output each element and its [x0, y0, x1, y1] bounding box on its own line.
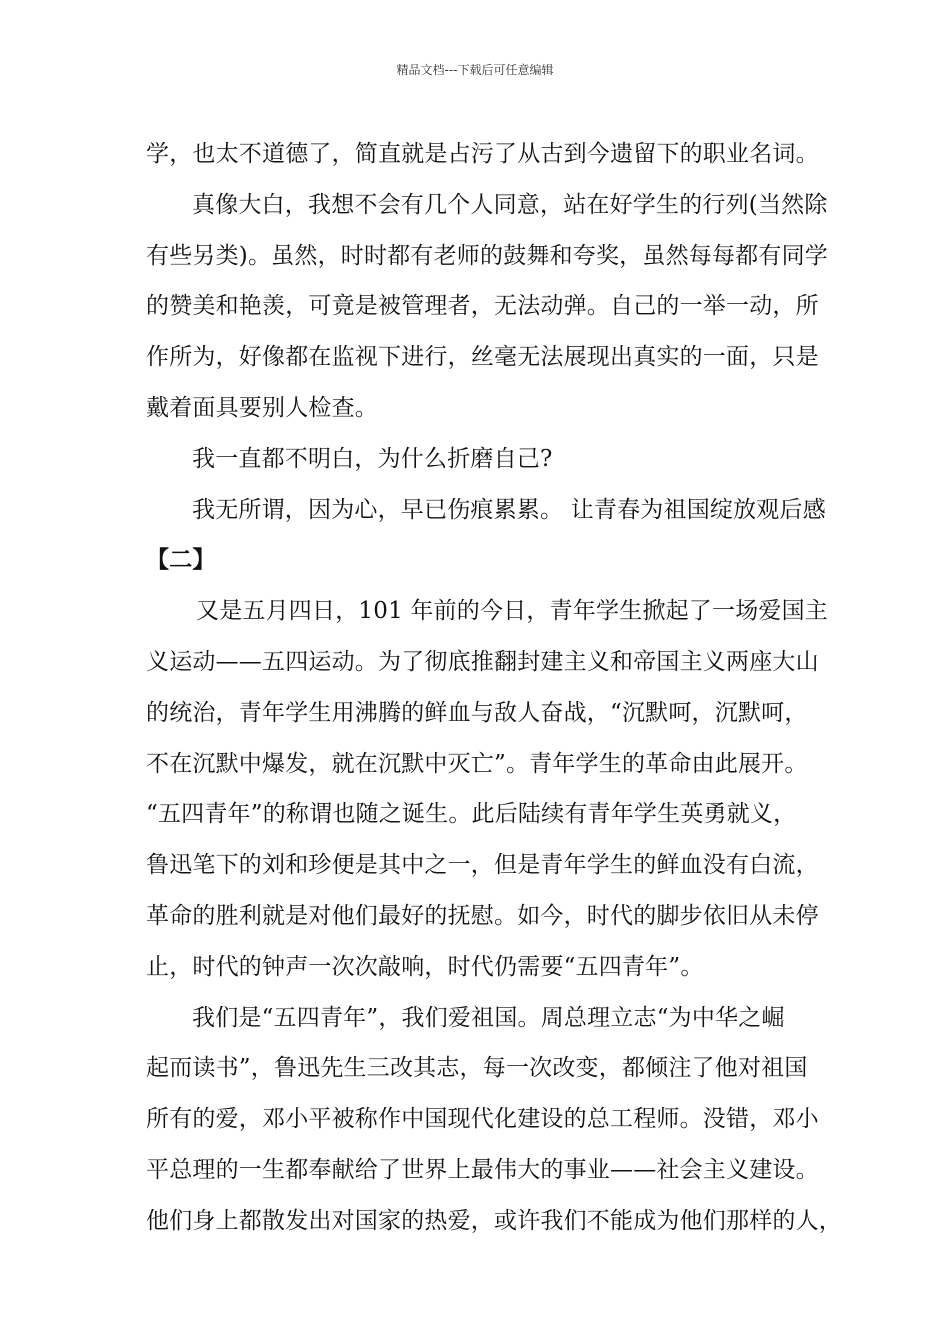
body-text: [146, 129, 842, 1247]
text-line: 作所为，好像都在监视下进行，丝毫无法展现出真实的一面，只是: [146, 344, 819, 371]
text-line: 平总理的一生都奉献给了世界上最伟大的事业——社会主义建设。: [146, 1156, 819, 1183]
text-line: “五四青年”的称谓也随之诞生。此后陆续有青年学生英勇就义，: [146, 801, 797, 828]
text-line: 有些另类)。虽然，时时都有老师的鼓舞和夸奖，虽然每每都有同学: [146, 242, 828, 269]
text-line: 戴着面具要别人检查。: [146, 394, 378, 421]
text-line: 的赞美和艳羡，可竟是被管理者，无法动弹。自己的一举一动，所: [146, 293, 819, 320]
section-heading: 【二】: [146, 546, 216, 574]
text-line: 又是五月四日，101 年前的今日，青年学生掀起了一场爱国主: [196, 598, 829, 625]
text-line: 止，时代的钟声一次次敲响，时代仍需要“五四青年”。: [146, 953, 704, 980]
text-line: 他们身上都散发出对国家的热爱，或许我们不能成为他们那样的人，: [146, 1207, 842, 1234]
text-line: 的统治，青年学生用沸腾的鲜血与敌人奋战，“沉默呵，沉默呵，: [146, 699, 808, 726]
page-header: 精品文档---下载后可任意编辑: [396, 63, 554, 77]
text-line: 我一直都不明白，为什么折磨自己?: [192, 445, 553, 472]
text-line: 革命的胜利就是对他们最好的抚慰。如今，时代的脚步依旧从未停: [146, 902, 819, 929]
text-line: 不在沉默中爆发，就在沉默中灭亡”。青年学生的革命由此展开。: [146, 750, 808, 777]
text-line: 所有的爱，邓小平被称作中国现代化建设的总工程师。没错，邓小: [146, 1106, 819, 1133]
text-line: 起而读书”，鲁迅先生三改其志，每一次改变，都倾注了他对祖国: [146, 1055, 808, 1082]
text-line: 真像大白，我想不会有几个人同意，站在好学生的行列(当然除: [192, 191, 828, 218]
text-line: 鲁迅笔下的刘和珍便是其中之一，但是青年学生的鲜血没有白流，: [146, 852, 819, 879]
text-line: 我们是“五四青年”，我们爱祖国。周总理立志“为中华之崛: [192, 1004, 785, 1031]
text-line: 我无所谓，因为心，早已伤痕累累。 让青春为祖国绽放观后感: [192, 496, 826, 523]
text-line: 学，也太不道德了，简直就是占污了从古到今遗留下的职业名词。: [146, 141, 819, 167]
text-line: 义运动——五四运动。为了彻底推翻封建主义和帝国主义两座大山: [146, 648, 819, 675]
